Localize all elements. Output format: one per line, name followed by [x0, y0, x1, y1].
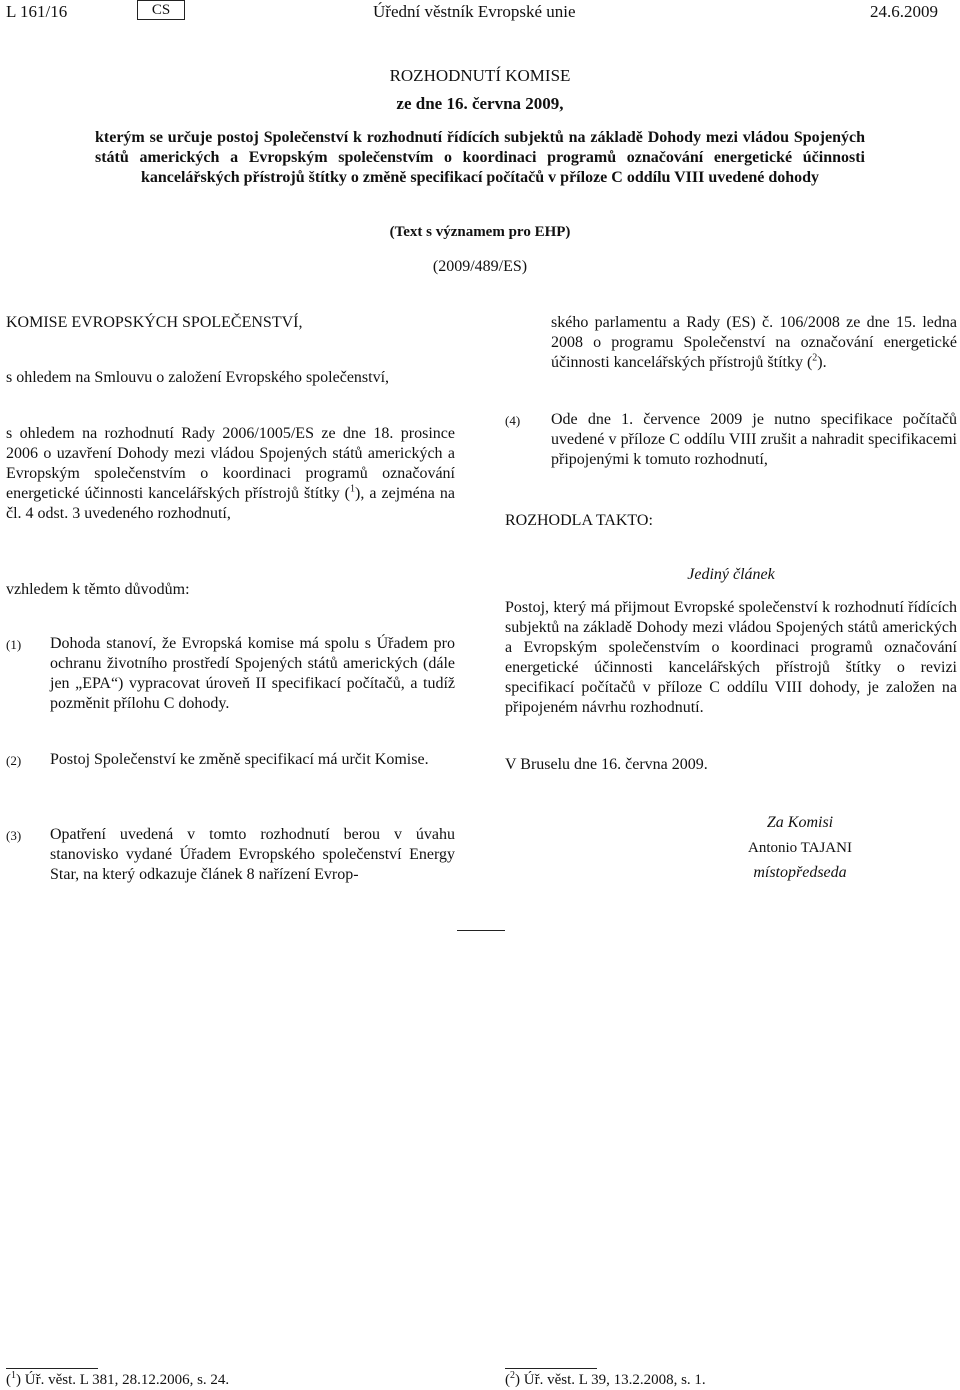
recital-1: Dohoda stanoví, že Evropská komise má spolu s Úřadem pro ochranu životního prostředí Spojených států amerických (dále jen „EPA“) vypracovat úroveň II specifikací počítačů, a tudíž pozměnit přílohu C dohody. — [50, 635, 455, 712]
footnote-1: ($^1$) Úř. věst. L 381, 28.12.2006, s. 24. — [6, 1370, 230, 1388]
signatory-role: místopředseda — [753, 864, 847, 881]
recital-number-3: (3) — [6, 828, 22, 843]
council-decision-recital: s ohledem na rozhodnutí Rady 2006/1005/ES ze dne 18. prosince 2006 o uzavření Dohody mezi vládou Spojených států amerických a Evropským společenstvím o koordinaci programů označování energetické účinnosti kancelářských přístrojů štítky ($^1$), a zejména na čl. 4 odst. 3 uvedeného rozhodnutí, — [6, 425, 456, 522]
center-separator — [457, 930, 505, 931]
place-and-date: V Bruselu dne 16. června 2009. — [505, 756, 708, 773]
footnote-ref-1[interactable]: 1 — [350, 483, 356, 495]
document-type: ROZHODNUTÍ KOMISE — [389, 66, 571, 85]
signatory-name: Antonio TAJANI — [748, 840, 852, 856]
recital-3: Opatření uvedená v tomto rozhodnutí berou v úvahu stanovisko vydané Úřadem Evropského společenství Energy Star, na který odkazuje článek 8 nařízení Evrop- — [50, 826, 455, 883]
document-number: (2009/489/ES) — [432, 258, 528, 275]
language-code-box: CS — [137, 0, 185, 20]
page-reference: L 161/16 — [6, 2, 68, 21]
article-text: Postoj, který má přijmout Evropské společenství k rozhodnutí řídících subjektů na základě Dohody mezi vládou Spojených států amerických a Evropským společenstvím o koordinaci programů označování energetické účinnosti kancelářských přístrojů štítky o revizi specifikací počítačů v příloze C oddílu VIII dohody, je založen na připojeném návrhu rozhodnutí. — [505, 599, 957, 716]
footnote-ref-2[interactable]: 2 — [812, 352, 818, 364]
recital-number-2: (2) — [6, 753, 22, 768]
whereas-heading: vzhledem k těmto důvodům: — [6, 581, 190, 598]
recital-number-1: (1) — [6, 637, 22, 652]
document-subject: kterým se určuje postoj Společenství k rozhodnutí řídících subjektů na základě Dohody mezi vládou Spojených států amerických a Evropským společenstvím o koordinaci programů označování energetické účinnosti kancelářských přístrojů štítky o změně specifikací počítačů v příloze C oddílu VIII uvedené dohody — [95, 129, 865, 186]
recital-3-continued: ského parlamentu a Rady (ES) č. 106/2008 ze dne 15. ledna 2008 o programu Společenství na označování energetické účinnosti kancelářských přístrojů štítky ($^2$). — [551, 314, 957, 371]
journal-title: Úřední věstník Evropské unie — [373, 2, 576, 21]
for-commission: Za Komisi — [766, 814, 834, 831]
article-title: Jediný článek — [687, 566, 775, 583]
treaty-recital: s ohledem na Smlouvu o založení Evropského společenství, — [6, 369, 390, 386]
decided-heading: ROZHODLA TAKTO: — [505, 512, 653, 529]
recital-number-4: (4) — [505, 413, 521, 428]
footnote-2: ($^2$) Úř. věst. L 39, 13.2.2008, s. 1. — [505, 1370, 706, 1388]
document-date: ze dne 16. června 2009, — [396, 94, 564, 113]
header-date: 24.6.2009 — [870, 2, 938, 21]
eea-relevance: (Text s významem pro EHP) — [389, 224, 571, 240]
footnote-rule-left — [6, 1368, 98, 1369]
footnote-rule-right — [505, 1368, 597, 1369]
recital-4: Ode dne 1. července 2009 je nutno specifikace počítačů uvedené v příloze C oddílu VIII zrušit a nahradit specifikacemi připojenými k tomuto rozhodnutí, — [551, 411, 957, 468]
commission-heading: KOMISE EVROPSKÝCH SPOLEČENSTVÍ, — [6, 314, 303, 331]
recital-2: Postoj Společenství ke změně specifikací má určit Komise. — [50, 751, 429, 768]
